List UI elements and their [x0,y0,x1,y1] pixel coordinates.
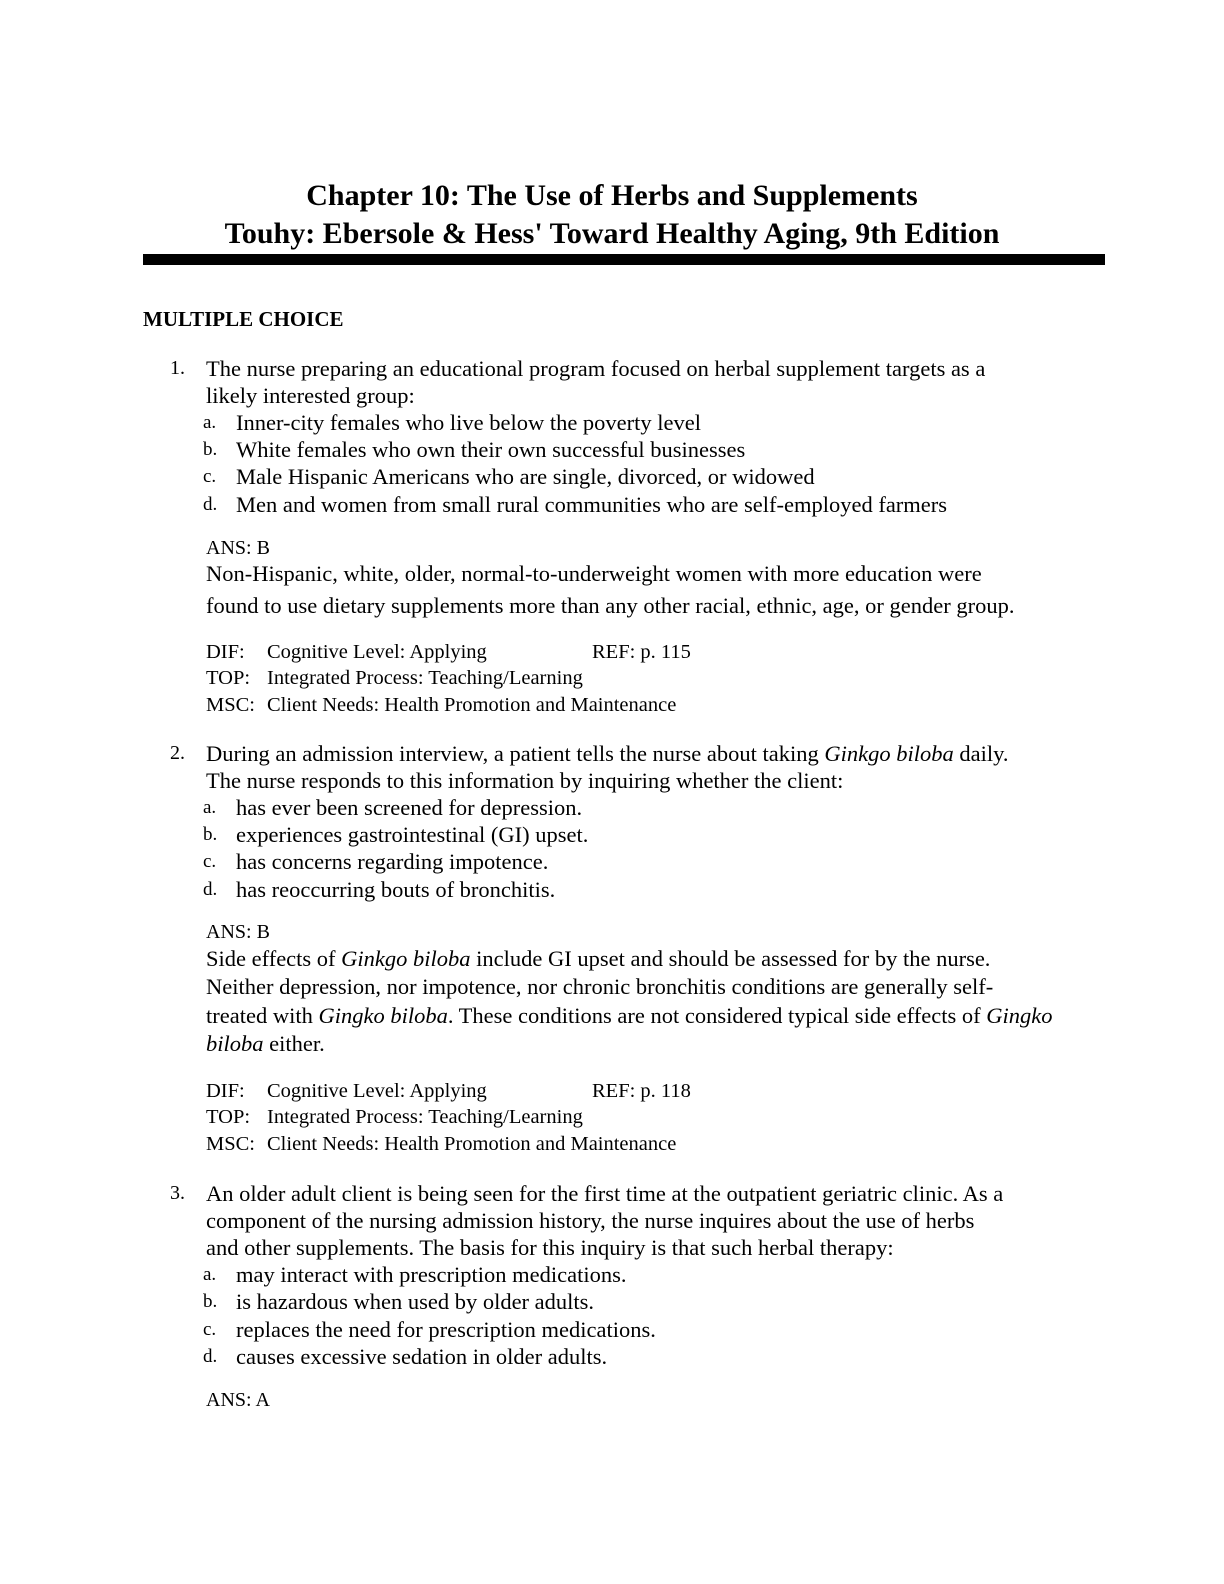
option-text: Male Hispanic Americans who are single, divorced, or widowed [236,464,815,489]
option-text: is hazardous when used by older adults. [236,1289,595,1314]
option-text: causes excessive sedation in older adults. [236,1344,608,1369]
meta-top-label: TOP: [206,1106,251,1128]
question-number: 1. [170,357,185,379]
option-letter: b. [203,439,218,460]
option-letter: d. [203,879,218,900]
meta-dif-label: DIF: [206,641,245,663]
option-letter: b. [203,824,218,845]
meta-top-value: Integrated Process: Teaching/Learning [267,667,583,689]
option-letter: d. [203,494,218,515]
meta-top-value: Integrated Process: Teaching/Learning [267,1106,583,1128]
meta-msc-label: MSC: [206,694,255,716]
option-letter: d. [203,1346,218,1367]
option-text: Men and women from small rural communities who are self-employed farmers [236,492,948,517]
question-stem-line: An older adult client is being seen for the first time at the outpatient geriatric clinic. As a [206,1181,1004,1206]
question-stem-line: The nurse preparing an educational program focused on herbal supplement targets as a [206,356,986,381]
answer-key: ANS: B [206,537,270,559]
question-stem-line: During an admission interview, a patient tells the nurse about taking Ginkgo biloba daily. [206,741,1009,766]
rationale-line: treated with Gingko biloba. These conditions are not considered typical side effects of Gingko [206,1003,1053,1028]
option-text: may interact with prescription medications. [236,1262,627,1287]
question-stem-line: and other supplements. The basis for this inquiry is that such herbal therapy: [206,1235,894,1260]
meta-msc-value: Client Needs: Health Promotion and Maintenance [267,1133,677,1155]
rationale-line: Side effects of Ginkgo biloba include GI upset and should be assessed for by the nurse. [206,946,991,971]
option-letter: c. [203,851,217,872]
section-heading: MULTIPLE CHOICE [143,307,344,331]
meta-ref: REF: p. 118 [592,1080,691,1102]
option-text: replaces the need for prescription medications. [236,1317,656,1342]
question-number: 3. [170,1182,185,1204]
meta-ref: REF: p. 115 [592,641,691,663]
header-divider [143,254,1105,265]
option-text: has concerns regarding impotence. [236,849,549,874]
question-number: 2. [170,742,185,764]
option-letter: c. [203,466,217,487]
document-subtitle: Touhy: Ebersole & Hess' Toward Healthy Aging, 9th Edition [224,217,1000,250]
option-letter: c. [203,1319,217,1340]
option-letter: a. [203,412,217,433]
rationale-line: biloba either. [206,1031,325,1056]
document-title: Chapter 10: The Use of Herbs and Supplements [306,179,918,212]
option-text: Inner-city females who live below the poverty level [236,410,702,435]
question-stem-line: likely interested group: [206,383,415,408]
meta-msc-value: Client Needs: Health Promotion and Maintenance [267,694,677,716]
option-letter: a. [203,1264,217,1285]
question-stem-line: component of the nursing admission history, the nurse inquires about the use of herbs [206,1208,975,1233]
meta-dif-label: DIF: [206,1080,245,1102]
option-text: has reoccurring bouts of bronchitis. [236,877,556,902]
answer-key: ANS: A [206,1389,270,1411]
rationale-line: found to use dietary supplements more than any other racial, ethnic, age, or gender group. [206,593,1015,618]
option-text: has ever been screened for depression. [236,795,583,820]
option-text: experiences gastrointestinal (GI) upset. [236,822,589,847]
question-stem-line: The nurse responds to this information by inquiring whether the client: [206,768,844,793]
option-letter: b. [203,1291,218,1312]
meta-msc-label: MSC: [206,1133,255,1155]
meta-dif-value: Cognitive Level: Applying [267,641,487,663]
rationale-line: Neither depression, nor impotence, nor chronic bronchitis conditions are generally self- [206,974,994,999]
option-letter: a. [203,797,217,818]
rationale-line: Non-Hispanic, white, older, normal-to-underweight women with more education were [206,561,982,586]
meta-dif-value: Cognitive Level: Applying [267,1080,487,1102]
meta-top-label: TOP: [206,667,251,689]
answer-key: ANS: B [206,921,270,943]
option-text: White females who own their own successful businesses [236,437,746,462]
